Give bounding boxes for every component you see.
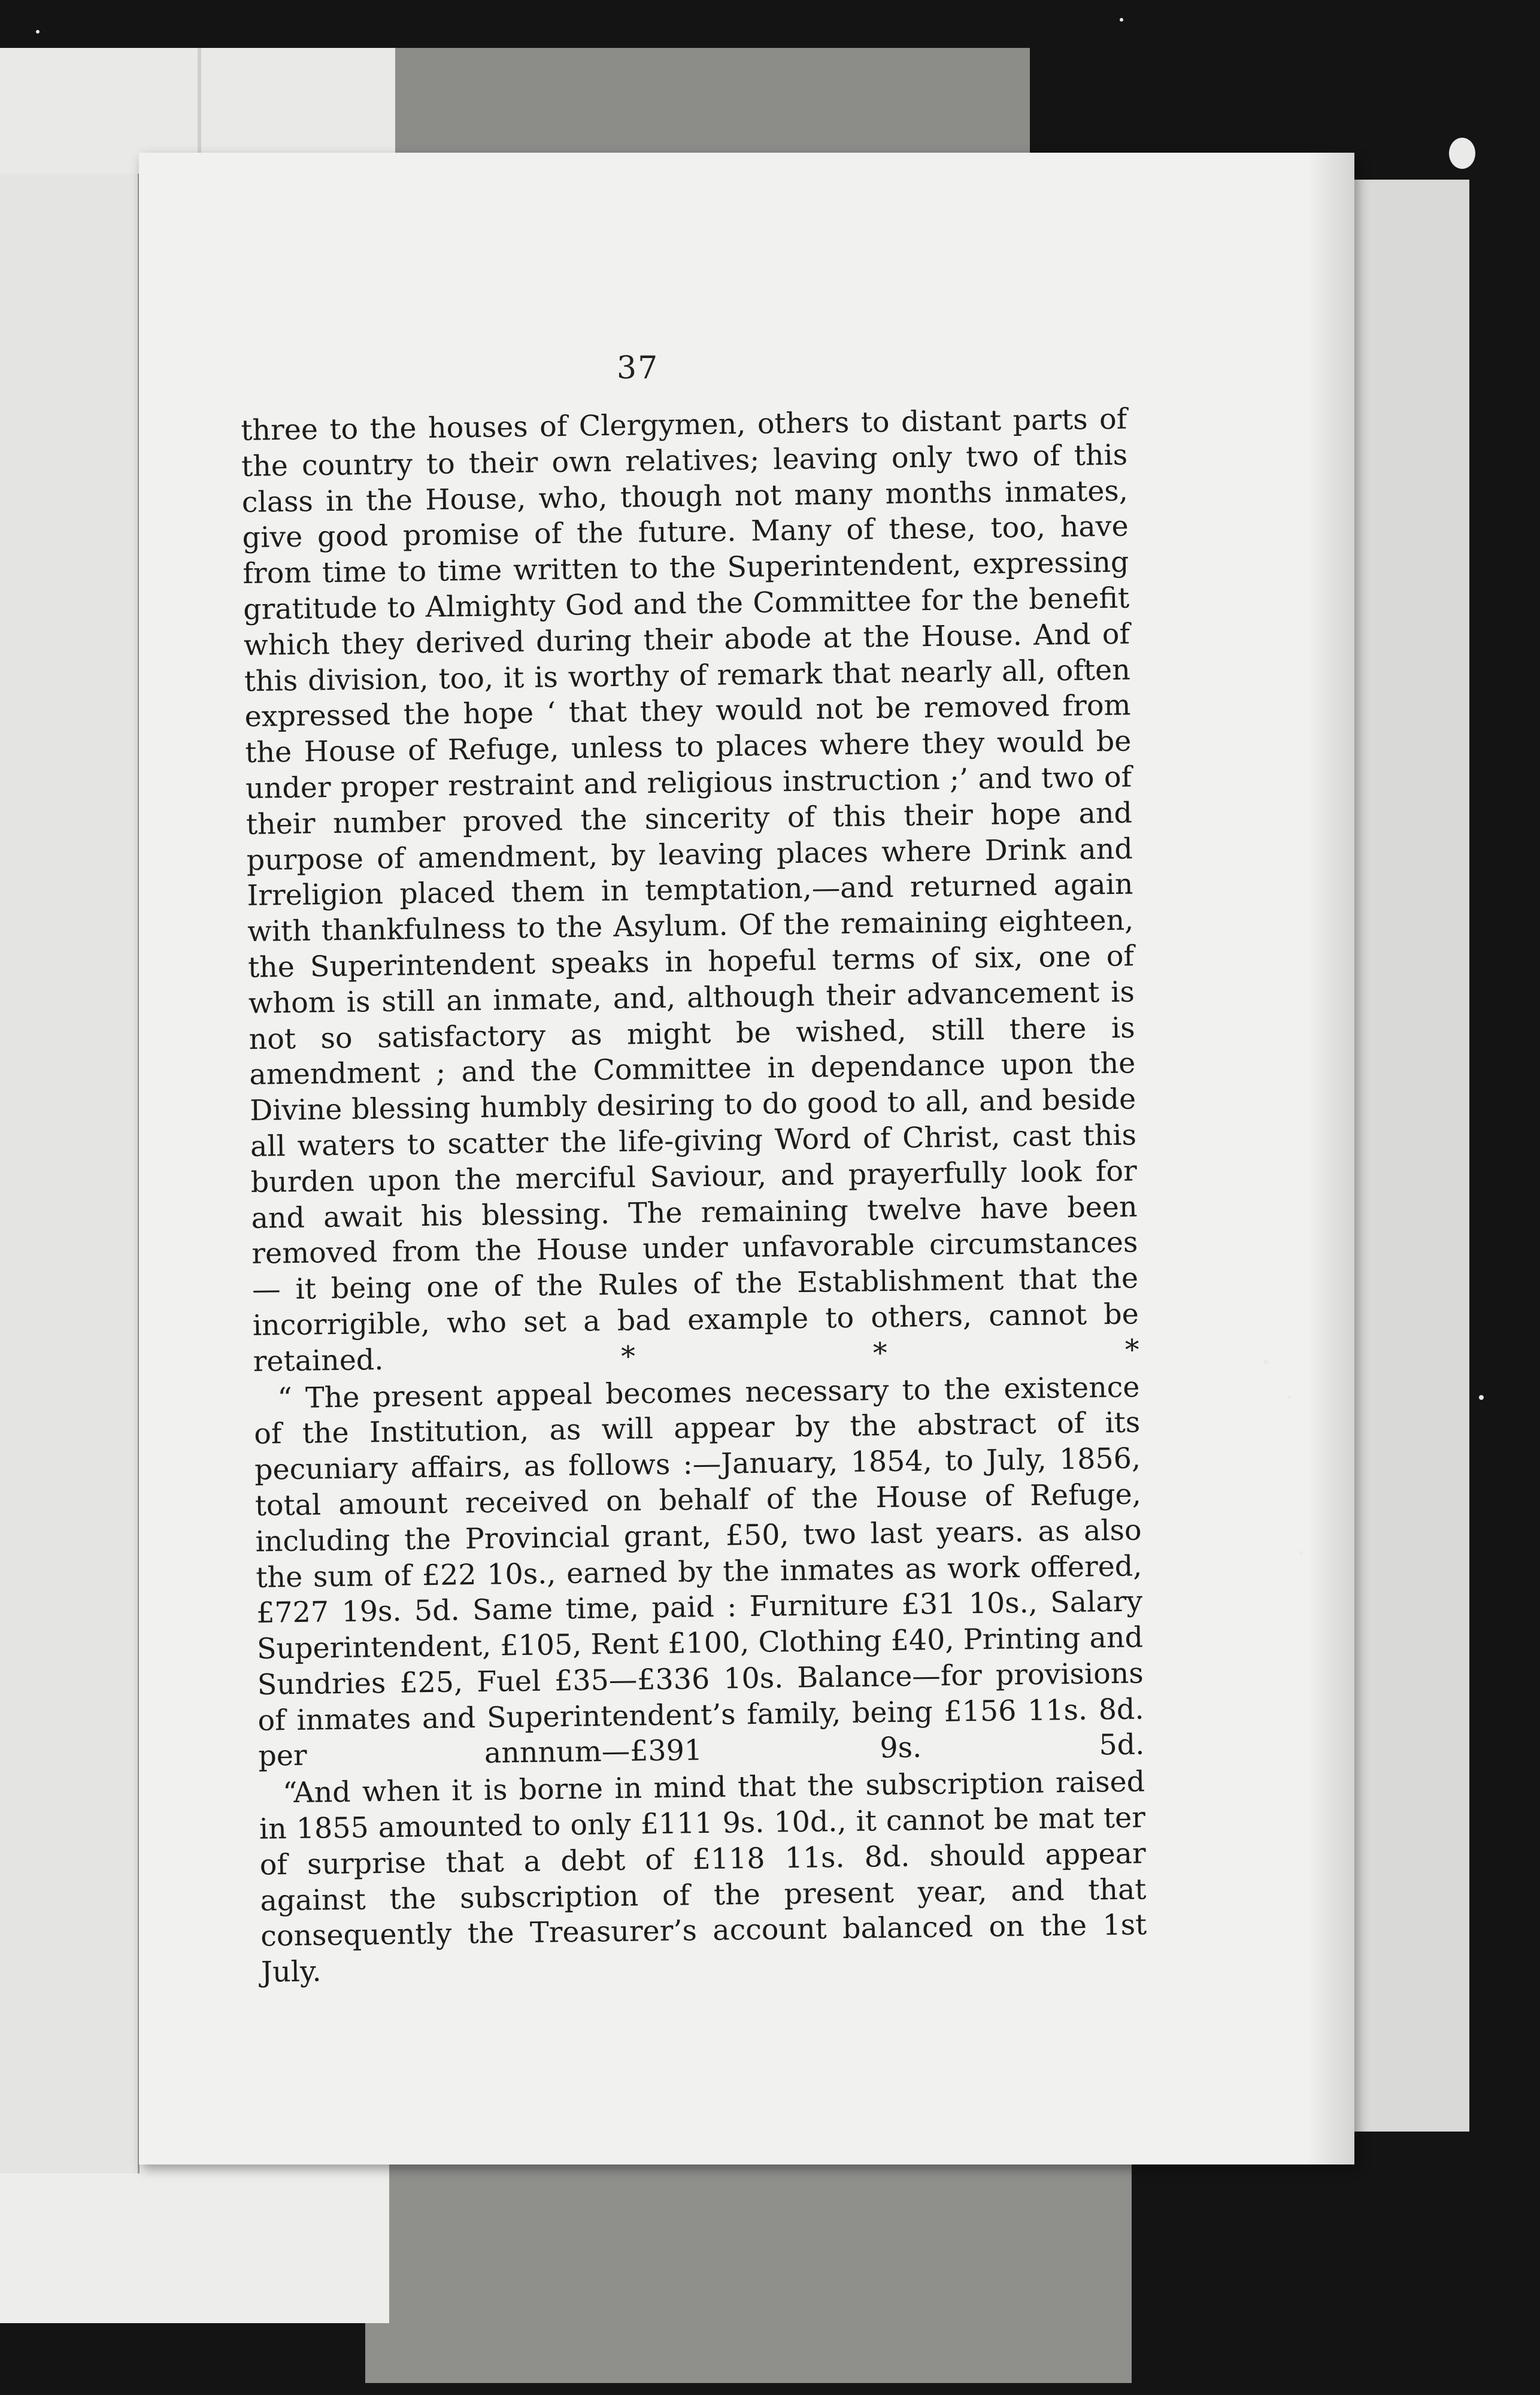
- paragraph-1: three to the houses of Clergymen, others to distant parts of the country to their own relatives; leaving only two of this class in the House, who, though not many months inmates, give good promise of the future. Many of these, too, have from time to time written to the Superintendent, expressing gratitude to Almighty God and the Committee for the benefit which they derived during their abode at the House. And of this division, too, it is worthy of remark that nearly all, often expressed the hope ‘ that they would not be removed from the House of Refuge, unless to places where they would be under proper restraint and religious instruction ;’ and two of their number proved the sincerity of this their hope and purpose of amendment, by leaving places where Drink and Irreligion placed them in temptation,—and returned again with thankfulness to the Asylum. Of the remaining eighteen, the Superintendent speaks in hopeful terms of six, one of whom is still an inmate, and, although their advancement is not so satisfactory as might be wished, still there is amendment ; and the Committee in dependance upon the Divine blessing humbly desiring to do good to all, and beside all waters to scatter the life-giving Word of Christ, cast this burden upon the merciful Saviour, and prayerfully look for and await his blessing. The remaining twelve have been removed from the House under unfavorable circumstances — it being one of the Rules of the Establishment that the incorrigible, who set a bad example to others, cannot be retained. * * *: [241, 402, 1139, 1378]
- scan-speck: [1299, 1551, 1303, 1554]
- scan-speck: [1479, 1395, 1484, 1400]
- page-text: [241, 402, 1147, 1991]
- scan-speck: [36, 30, 40, 34]
- paragraph-2: “ The present appeal becomes necessary to the existence of the Institution, as will appear by the abstract of its pecuniary affairs, as follows :—January, 1854, to July, 1856, total amount received on behalf of the House of Refuge, including the Provincial grant, £50, two last years. as also the sum of £22 10s., earned by the inmates as work offered, £727 19s. 5d. Same time, paid : Furniture £31 10s., Salary Superintendent, £105, Rent £100, Clothing £40, Printing and Sundries £25, Fuel £35—£336 10s. Balance—for provisions of inmates and Superintendent’s family, being £156 11s. 8d. per annnum—£391 9s. 5d.: [253, 1371, 1145, 1773]
- paragraph-3: “And when it is borne in mind that the subscription raised in 1855 amounted to only £111 9s. 10d., it cannot be mat ter of surprise that a debt of £118 11s. 8d. should appear against the subscription of the present year, and that consequently the Treasurer’s account balanced on the 1st July.: [259, 1765, 1147, 1990]
- facing-page-edge: [0, 174, 140, 2173]
- scan-speck: [1120, 18, 1123, 22]
- scan-speck: [1287, 1395, 1291, 1399]
- page-edge-shadow: [1306, 153, 1354, 2164]
- scan-speck: [1449, 138, 1475, 169]
- scan-background-bottom: [365, 2132, 1132, 2383]
- scan-background-bottom-left: [0, 2156, 389, 2323]
- page-number: 37: [617, 350, 659, 386]
- scan-speck: [1263, 1359, 1268, 1364]
